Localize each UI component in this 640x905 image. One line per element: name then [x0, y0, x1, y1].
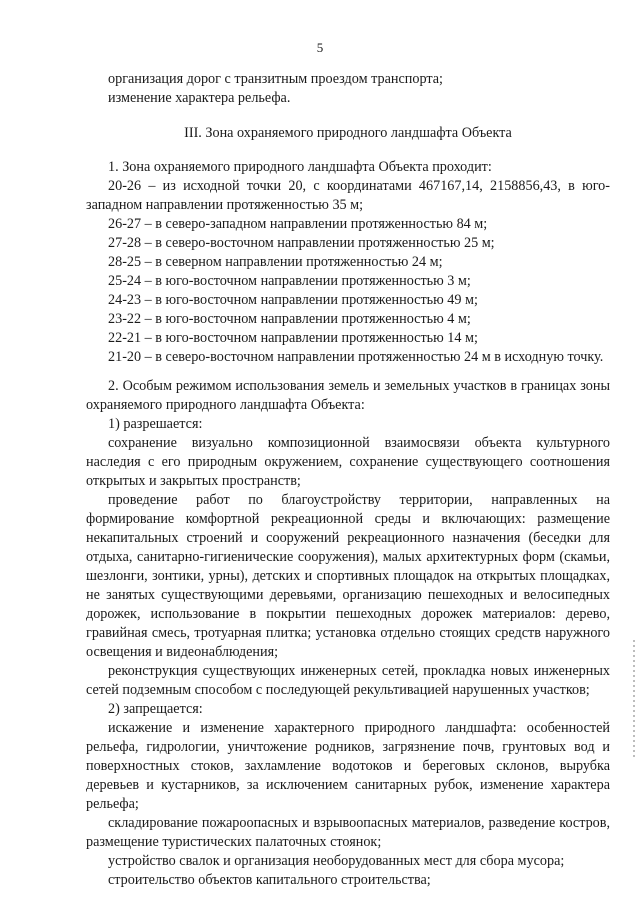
allowed-item: сохранение визуально композиционной взаимосвязи объекта культурного наследия с его природным окружением, сохранение существующего соотношения открытых и закрытых пространств; [86, 435, 610, 489]
forbidden-item: искажение и изменение характерного природного ландшафта: особенностей рельефа, гидрологии, уничтожение родников, загрязнение почв, грунтовых вод и поверхностных стоков, захламление водотоков и береговых склонов, вырубка деревьев и кустарников, за исключением санитарных рубок, изменение характера рельефа; [86, 720, 610, 812]
boundary-segment: 28-25 – в северном направлении протяженностью 24 м; [108, 254, 443, 270]
forbidden-item: складирование пожароопасных и взрывоопасных материалов, разведение костров, размещение туристических палаточных стоянок; [86, 815, 610, 850]
scan-edge-mark [633, 640, 635, 760]
boundary-segment: 26-27 – в северо-западном направлении протяженностью 84 м; [108, 216, 488, 232]
section-heading: III. Зона охраняемого природного ландшафта Объекта [184, 125, 512, 141]
boundary-segment: 23-22 – в юго-восточном направлении протяженностью 4 м; [108, 311, 471, 327]
regime-intro: 2. Особым режимом использования земель и земельных участков в границах зоны охраняемого природного ландшафта Объекта: [86, 378, 610, 413]
zone-intro: 1. Зона охраняемого природного ландшафта Объекта проходит: [108, 159, 492, 175]
boundary-segment: 22-21 – в юго-восточном направлении протяженностью 14 м; [108, 330, 478, 346]
forbidden-item: строительство объектов капитального строительства; [108, 872, 431, 888]
allowed-item: проведение работ по благоустройству территории, направленных на формирование комфортной рекреационной среды и включающих: размещение некапитальных строений и сооружений рекреационного назначения (беседки для отдыха, санитарно-гигиенические сооружения), малых архитектурных форм (скамьи, шезлонги, зонтики, урны), детских и спортивных площадок на открытых площадках, не занятых существующими деревьями, организацию пешеходных и велосипедных дорожек, использование в покрытии пешеходных дорожек материалов: дерево, гравийная смесь, тротуарная плитка; установка отдельно стоящих средств наружного освещения и видеонаблюдения; [86, 492, 610, 660]
allowed-label: 1) разрешается: [108, 416, 203, 432]
boundary-segment: 27-28 – в северо-восточном направлении протяженностью 25 м; [108, 235, 495, 251]
page-body [86, 70, 610, 890]
allowed-item: реконструкция существующих инженерных сетей, прокладка новых инженерных сетей подземным способом с последующей рекультивацией нарушенных участков; [86, 663, 610, 698]
page-number: 5 [316, 40, 324, 55]
boundary-segment: 21-20 – в северо-восточном направлении протяженностью 24 м в исходную точку. [108, 349, 604, 365]
paragraph: организация дорог с транзитным проездом транспорта; [108, 71, 443, 87]
boundary-segment: 25-24 – в юго-восточном направлении протяженностью 3 м; [108, 273, 471, 289]
forbidden-label: 2) запрещается: [108, 701, 203, 717]
boundary-coordinates-list [86, 177, 610, 367]
forbidden-item: устройство свалок и организация необорудованных мест для сбора мусора; [108, 853, 565, 869]
boundary-segment: 20-26 – из исходной точки 20, с координатами 467167,14, 2158856,43, в юго-западном направлении протяженностью 35 м; [86, 178, 610, 213]
paragraph: изменение характера рельефа. [108, 90, 291, 106]
boundary-segment: 24-23 – в юго-восточном направлении протяженностью 49 м; [108, 292, 478, 308]
